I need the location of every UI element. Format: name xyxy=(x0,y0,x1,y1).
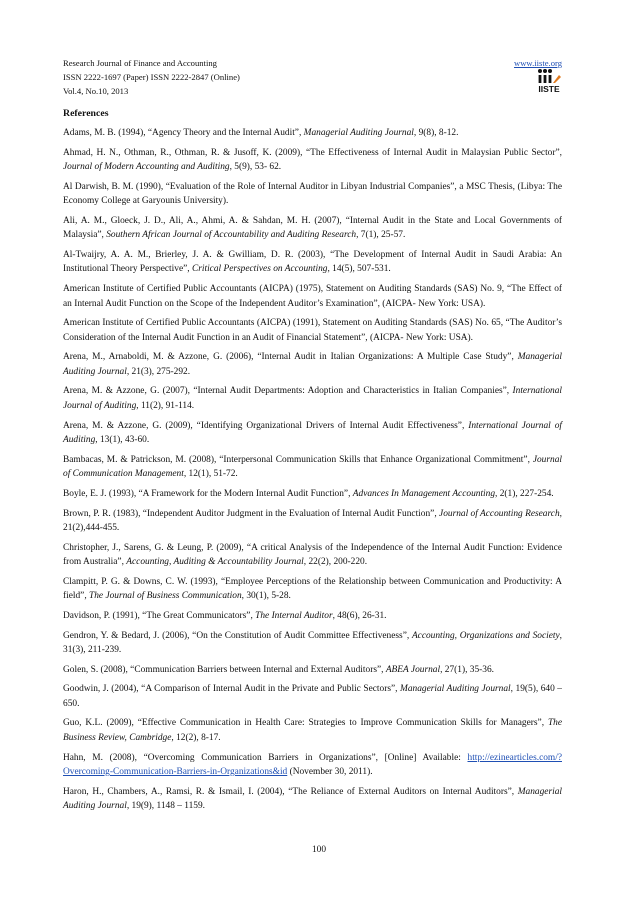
reference-source: The Internal Auditor xyxy=(255,610,333,621)
reference-text: Clampitt, P. G. & Downs, C. W. (1993), “Employee Perceptions of the Relationship between Communication and Productivity: A field”, xyxy=(63,576,562,602)
reference-details: , 21(2),444-455. xyxy=(63,508,562,533)
reference-details: , 48(6), 26-31. xyxy=(332,610,387,621)
reference-text: Ahmad, H. N., Othman, R., Othman, R. & Jusoff, K. (2009), “The Effectiveness of Internal Audit in Malaysian Public Sector”, xyxy=(63,147,562,158)
reference-item xyxy=(63,609,562,623)
reference-item xyxy=(63,575,562,604)
reference-details: , 19(9), 1148 – 1159. xyxy=(126,801,206,812)
reference-text: Ali, A. M., Gloeck, J. D., Ali, A., Ahmi, A. & Sahdan, M. H. (2007), “Internal Audit in the State and Local Governments of Malaysia”, xyxy=(63,215,562,241)
journal-name: Research Journal of Finance and Accounting xyxy=(63,58,217,68)
reference-source: Accounting, Organizations and Society xyxy=(411,630,560,641)
reference-item xyxy=(63,629,562,658)
reference-source: Journal of Modern Accounting and Auditing xyxy=(63,162,230,173)
reference-item xyxy=(63,248,562,277)
reference-source: Managerial Auditing Journal xyxy=(63,352,562,377)
journal-issn: ISSN 2222-1697 (Paper) ISSN 2222-2847 (Online) xyxy=(63,72,240,82)
reference-item xyxy=(63,507,562,536)
reference-text: Hahn, M. (2008), “Overcoming Communication Barriers in Organizations”, [Online] Available: xyxy=(63,752,468,763)
journal-url-link[interactable]: www.iiste.org xyxy=(514,58,562,68)
reference-source: Managerial Auditing Journal xyxy=(63,786,562,812)
reference-text: American Institute of Certified Public Accountants (AICPA) (1975), Statement on Auditing Standards (SAS) No. 9, “The Effect of an Internal Audit Function on the Scope of the Independent Auditor’s Examination”, (AICPA- New York: USA). xyxy=(63,284,562,309)
section-title: References xyxy=(63,108,109,119)
reference-source: The Business Review, Cambridge xyxy=(63,718,562,743)
reference-source: Journal of Accounting Research xyxy=(439,508,560,519)
reference-source: Critical Perspectives on Accounting xyxy=(191,264,328,275)
reference-details: , 2(1), 227-254. xyxy=(495,488,554,499)
reference-item xyxy=(63,682,562,711)
reference-text: Al-Twaijry, A. A. M., Brierley, J. A. & Gwilliam, D. R. (2003), “The Development of Internal Audit in Saudi Arabia: An Institutional Theory Perspective”, xyxy=(63,250,562,275)
reference-source: Advances In Management Accounting xyxy=(352,488,496,499)
references-list xyxy=(63,126,562,813)
journal-volume: Vol.4, No.10, 2013 xyxy=(63,86,129,96)
reference-item xyxy=(63,419,562,448)
reference-item xyxy=(63,282,562,311)
reference-item xyxy=(63,214,562,243)
reference-details: , 22(2), 200-220. xyxy=(303,557,368,568)
reference-text: Goodwin, J. (2004), “A Comparison of Internal Audit in the Private and Public Sectors”, xyxy=(63,684,401,695)
reference-item xyxy=(63,350,562,379)
reference-item xyxy=(63,663,562,677)
reference-text: American Institute of Certified Public Accountants (AICPA) (1991), Statement on Auditing Standards (SAS) No. 65, “The Auditor’s Consideration of the Internal Audit Function in an Audit of Financial Statement”, (AICPA- New York: USA). xyxy=(63,318,562,343)
reference-item xyxy=(63,180,562,209)
reference-item xyxy=(63,541,562,570)
reference-text: Arena, M. & Azzone, G. (2009), “Identifying Organizational Drivers of Internal Audit Effectiveness”, xyxy=(63,420,469,431)
reference-details: , 27(1), 35-36. xyxy=(440,664,494,675)
reference-item xyxy=(63,716,562,745)
reference-details: , 12(2), 8-17. xyxy=(171,732,221,743)
reference-source: ABEA Journal xyxy=(385,664,441,675)
reference-details: , 19(5), 640 – 650. xyxy=(63,684,562,709)
reference-text: Golen, S. (2008), “Communication Barriers between Internal and External Auditors”, xyxy=(63,664,386,675)
reference-source: Accounting, Auditing & Accountability Journal xyxy=(126,557,304,568)
reference-text: Davidson, P. (1991), “The Great Communicators”, xyxy=(63,610,256,621)
reference-details: , 11(2), 91-114. xyxy=(136,400,195,411)
reference-details: , 7(1), 25-57. xyxy=(356,230,406,241)
reference-text: Arena, M., Arnaboldi, M. & Azzone, G. (2006), “Internal Audit in Italian Organizations: A Multiple Case Study”, xyxy=(63,352,518,363)
reference-source: Journal of Communication Management xyxy=(63,454,562,480)
reference-text: Al Darwish, B. M. (1990), “Evaluation of the Role of Internal Auditor in Libyan Industrial Companies”, a MSC Thesis, (Libya: The Economy College at Garyounis University). xyxy=(63,181,562,207)
reference-item xyxy=(63,384,562,413)
page-header xyxy=(63,56,575,108)
reference-details: , 14(5), 507-531. xyxy=(327,264,391,275)
reference-source: International Journal of Auditing xyxy=(63,386,562,411)
logo-text: IISTE xyxy=(538,84,560,94)
reference-item xyxy=(63,126,562,140)
reference-item xyxy=(63,146,562,175)
reference-details: , 13(1), 43-60. xyxy=(95,434,150,445)
reference-text: Haron, H., Chambers, A., Ramsi, R. & Ismail, I. (2004), “The Reliance of External Auditors on Internal Auditors”, xyxy=(63,786,518,797)
reference-details: , 9(8), 8-12. xyxy=(413,128,459,138)
reference-details: , 5(9), 53- 62. xyxy=(229,162,282,173)
reference-text: Christopher, J., Sarens, G. & Leung, P. (2009), “A critical Analysis of the Independence of the Internal Audit Function: Evidence from Australia”, xyxy=(63,542,562,568)
reference-details: , 30(1), 5-28. xyxy=(241,591,291,602)
reference-source: International Journal of Auditing xyxy=(63,420,562,445)
reference-text: Arena, M. & Azzone, G. (2007), “Internal Audit Departments: Adoption and Characteristics in Italian Companies”, xyxy=(63,386,513,397)
page-number: 100 xyxy=(311,845,327,855)
reference-details: , 21(3), 275-292. xyxy=(126,366,191,377)
reference-text: Bambacas, M. & Patrickson, M. (2008), “Interpersonal Communication Skills that Enhance Organizational Commitment”, xyxy=(63,454,533,465)
reference-source: The Journal of Business Communication xyxy=(89,591,242,602)
references-section xyxy=(63,107,562,819)
reference-source: Managerial Auditing Journal xyxy=(303,128,414,138)
reference-source: Managerial Auditing Journal xyxy=(400,684,511,695)
reference-item xyxy=(63,751,562,780)
reference-link[interactable]: http://ezinearticles.com/?Overcoming-Communication-Barriers-in-Organizations&id xyxy=(63,752,562,777)
reference-details: (November 30, 2011). xyxy=(287,766,373,777)
reference-item xyxy=(63,453,562,482)
reference-source: Southern African Journal of Accountability and Auditing Research xyxy=(106,230,357,241)
reference-text: Gendron, Y. & Bedard, J. (2006), “On the Constitution of Audit Committee Effectiveness”, xyxy=(63,630,412,641)
reference-text: Adams, M. B. (1994), “Agency Theory and the Internal Audit”, xyxy=(63,128,304,138)
reference-item xyxy=(63,316,562,345)
iiste-logo xyxy=(535,68,563,95)
reference-item xyxy=(63,487,562,501)
reference-item xyxy=(63,785,562,814)
reference-details: , 12(1), 51-72. xyxy=(183,469,238,480)
reference-details: , 31(3), 211-239. xyxy=(63,630,562,655)
reference-text: Brown, P. R. (1983), “Independent Auditor Judgment in the Evaluation of Internal Audit Function”, xyxy=(63,508,440,519)
reference-text: Guo, K.L. (2009), “Effective Communication in Health Care: Strategies to Improve Communication Skills for Managers”, xyxy=(63,718,548,729)
reference-text: Boyle, E. J. (1993), “A Framework for the Modern Internal Audit Function”, xyxy=(63,488,353,499)
